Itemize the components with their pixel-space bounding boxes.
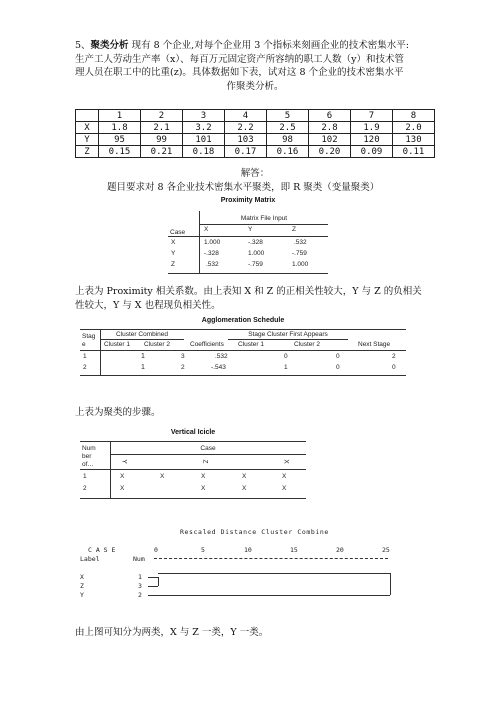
question-line-4: 作聚类分析。: [226, 80, 284, 92]
question-line-1: [75, 39, 435, 53]
table-cell: 120: [351, 134, 393, 146]
answer-label: 解答：: [240, 168, 270, 179]
agglomeration-col-header: Coefficients: [190, 341, 224, 348]
table-cell: 102: [309, 134, 351, 146]
dendrogram-join-xz: [158, 577, 159, 586]
table-cell: 2: [141, 110, 183, 122]
question-line-3: 理人员在职工中的比重(z)。具体数据如下表，试对这 8 个企业的技术密集水平: [75, 67, 404, 78]
question-text: [75, 39, 435, 93]
table-cell: 0.11: [393, 146, 435, 158]
agglomeration-cell: 0: [336, 353, 340, 360]
dendrogram-title: Rescaled Distance Cluster Combine: [180, 528, 329, 536]
dendrogram-scale-tick: 15: [290, 546, 298, 554]
dendrogram-scale-tick: 20: [336, 546, 344, 554]
icicle-title: Vertical Icicle: [170, 429, 216, 436]
dendrogram-scale-tick: 25: [382, 546, 390, 554]
dendrogram-join-all: [390, 573, 391, 595]
icicle-num-label-1: Num: [82, 445, 96, 452]
agglomeration-cell: 1: [141, 364, 145, 371]
table-cell: 0.20: [309, 146, 351, 158]
icicle-cell: X: [201, 485, 206, 492]
table-cell: 0.17: [225, 146, 267, 158]
proximity-title: Proximity Matrix: [220, 197, 276, 204]
table-cell: 130: [393, 134, 435, 146]
table-cell: 2.1: [141, 122, 183, 134]
proximity-group-label: Matrix File Input: [240, 215, 288, 222]
dendrogram-case-label-row: X: [80, 573, 84, 581]
proximity-cell: 1.000: [248, 250, 265, 257]
stage-label-bottom: e: [82, 341, 86, 348]
icicle-num-label-2: ber: [82, 453, 92, 460]
proximity-col-z: Z: [292, 226, 296, 233]
table-cell: 2.0: [393, 122, 435, 134]
dendrogram-scale-tick: 10: [244, 546, 252, 554]
agglomeration-col-header: Cluster 1: [238, 341, 265, 348]
question-heading: 聚类分析: [90, 40, 129, 51]
proximity-row-y-label: Y: [171, 250, 176, 257]
table-cell: 3: [183, 110, 225, 122]
proximity-cell: 1.000: [204, 239, 221, 246]
proximity-case-label: Case: [170, 229, 186, 236]
table-cell: 1.8: [99, 122, 141, 134]
dendrogram-scale-axis: [154, 558, 388, 559]
icicle-case-header: Case: [200, 445, 216, 452]
table-cell: 98: [267, 134, 309, 146]
agglomeration-cell: .532: [215, 353, 228, 360]
dendrogram-num-label: Num: [133, 555, 145, 563]
table-cell: 1.9: [351, 122, 393, 134]
icicle-cell: X: [201, 473, 206, 480]
agglomeration-cell: 1: [284, 364, 288, 371]
dendrogram: [80, 528, 410, 608]
icicle-number-label: [82, 445, 96, 469]
table-cell: 103: [225, 134, 267, 146]
data-table: [75, 109, 435, 158]
agglomeration-stage-2: 2: [83, 364, 87, 371]
table-cell: 3.2: [183, 122, 225, 134]
agglomeration-cell: 3: [181, 353, 185, 360]
agglomeration-col-header: Cluster 2: [294, 341, 321, 348]
agglomeration-cell: 0: [392, 364, 396, 371]
icicle-cell: X: [120, 485, 125, 492]
agglomeration-stage-label: [82, 333, 95, 349]
agglomeration-col-header: Cluster 2: [144, 341, 171, 348]
dendrogram-label-label: Label: [80, 555, 100, 563]
icicle-col-z: Z: [201, 459, 209, 464]
icicle-col-y: Y: [120, 459, 128, 464]
table-cell: 101: [183, 134, 225, 146]
dendrogram-case-label: C A S E: [88, 546, 116, 554]
icicle-cell: X: [282, 485, 287, 492]
dendrogram-case-num-row: 2: [138, 591, 142, 599]
proximity-cell: .532: [206, 261, 219, 268]
proximity-row-x-label: X: [171, 239, 176, 246]
table-cell: 5: [267, 110, 309, 122]
answer-line: 题目要求对 8 各企业技术密集水平聚类，即 R 聚类（变量聚类）: [107, 182, 380, 193]
stage-label-top: Stag: [82, 333, 96, 340]
table-cell: 0.21: [141, 146, 183, 158]
table-row: [76, 134, 435, 146]
table-cell: 6: [309, 110, 351, 122]
dendrogram-scale-tick: 5: [201, 546, 205, 554]
table-cell: 2.5: [267, 122, 309, 134]
table-row-label: Z: [76, 146, 99, 158]
dendrogram-branch-y: [148, 595, 390, 596]
table-cell: 0.15: [99, 146, 141, 158]
icicle-row-1-label: 1: [83, 473, 87, 480]
agglomeration-cell: 0: [336, 364, 340, 371]
agglomeration-note: 上表为聚类的步骤。: [75, 407, 161, 418]
dendrogram-case-num-row: 1: [138, 573, 142, 581]
agglomeration-title: Agglomeration Schedule: [201, 317, 285, 324]
agglomeration-cell: 2: [392, 353, 396, 360]
proximity-cell: .532: [294, 239, 307, 246]
icicle-cell: X: [242, 473, 247, 480]
agglomeration-group-cluster-combined: Cluster Combined: [115, 331, 169, 338]
table-cell: 0.18: [183, 146, 225, 158]
icicle-cell: X: [160, 473, 165, 480]
proximity-cell: 1.000: [292, 261, 309, 268]
icicle-col-x: X: [282, 459, 290, 464]
agglomeration-cell: 2: [181, 364, 185, 371]
conclusion: 由上图可知分为两类，X 与 Z 一类，Y 一类。: [75, 627, 269, 638]
table-cell: 8: [393, 110, 435, 122]
question-number: 5、: [75, 40, 91, 51]
dendrogram-branch-xz: [158, 573, 390, 574]
agglomeration-cell: 0: [284, 353, 288, 360]
question-line-1-text: 现有 8 个企业,对每个企业用 3 个指标来刻画企业的技术密集水平:: [131, 40, 409, 51]
agglomeration-col-header: Next Stage: [358, 341, 391, 348]
proximity-row-z-label: Z: [171, 261, 175, 268]
dendrogram-branch-z: [148, 586, 158, 587]
table-row: [76, 146, 435, 158]
icicle-cell: X: [120, 473, 125, 480]
table-cell: 0.16: [267, 146, 309, 158]
icicle-cell: X: [282, 473, 287, 480]
table-row-label: Y: [76, 134, 99, 146]
agglomeration-cell: -.543: [211, 364, 226, 371]
table-cell: 4: [225, 110, 267, 122]
table-cell: 0.09: [351, 146, 393, 158]
table-cell: 2.8: [309, 122, 351, 134]
agglomeration-col-header: Cluster 1: [104, 341, 131, 348]
proximity-cell: -.328: [248, 239, 263, 246]
table-row-label: X: [76, 122, 99, 134]
proximity-note: [75, 285, 437, 312]
vertical-icicle: [80, 429, 306, 499]
proximity-col-y: Y: [248, 226, 253, 233]
proximity-note-line-2: 性较大，Y 与 X 也程现负相关性。: [75, 299, 221, 311]
table-row-label: [76, 110, 99, 122]
table-row: [76, 122, 435, 134]
table-cell: 1: [99, 110, 141, 122]
icicle-cell: X: [242, 485, 247, 492]
dendrogram-scale-tick: 0: [154, 546, 158, 554]
table-header-row: [76, 110, 435, 122]
agglomeration-stage-1: 1: [83, 353, 87, 360]
question-line-2: 生产工人劳动生产率（x）、每百万元固定资产所容纳的职工人数（y）和技术管: [75, 53, 404, 65]
dendrogram-case-label-row: Z: [80, 582, 84, 590]
table-cell: 99: [141, 134, 183, 146]
agglomeration-cell: 1: [141, 353, 145, 360]
proximity-matrix: [168, 197, 328, 275]
dendrogram-case-label-row: Y: [80, 591, 84, 599]
proximity-cell: -.759: [292, 250, 307, 257]
proximity-cell: -.759: [248, 261, 263, 268]
dendrogram-branch-x: [148, 577, 158, 578]
icicle-row-2-label: 2: [83, 485, 87, 492]
table-cell: 2.2: [225, 122, 267, 134]
table-cell: 95: [99, 134, 141, 146]
proximity-cell: -.328: [204, 250, 219, 257]
proximity-col-x: X: [204, 226, 209, 233]
agglomeration-group-stage-first: Stage Cluster First Appears: [248, 331, 328, 338]
proximity-note-line-1: 上表为 Proximity 相关系数。由上表知 X 和 Z 的正相关性较大，Y 与 Z 的负相关: [75, 286, 422, 297]
dendrogram-case-num-row: 3: [138, 582, 142, 590]
table-cell: 7: [351, 110, 393, 122]
agglomeration-schedule: [80, 317, 406, 377]
icicle-num-label-3: of…: [82, 461, 94, 468]
